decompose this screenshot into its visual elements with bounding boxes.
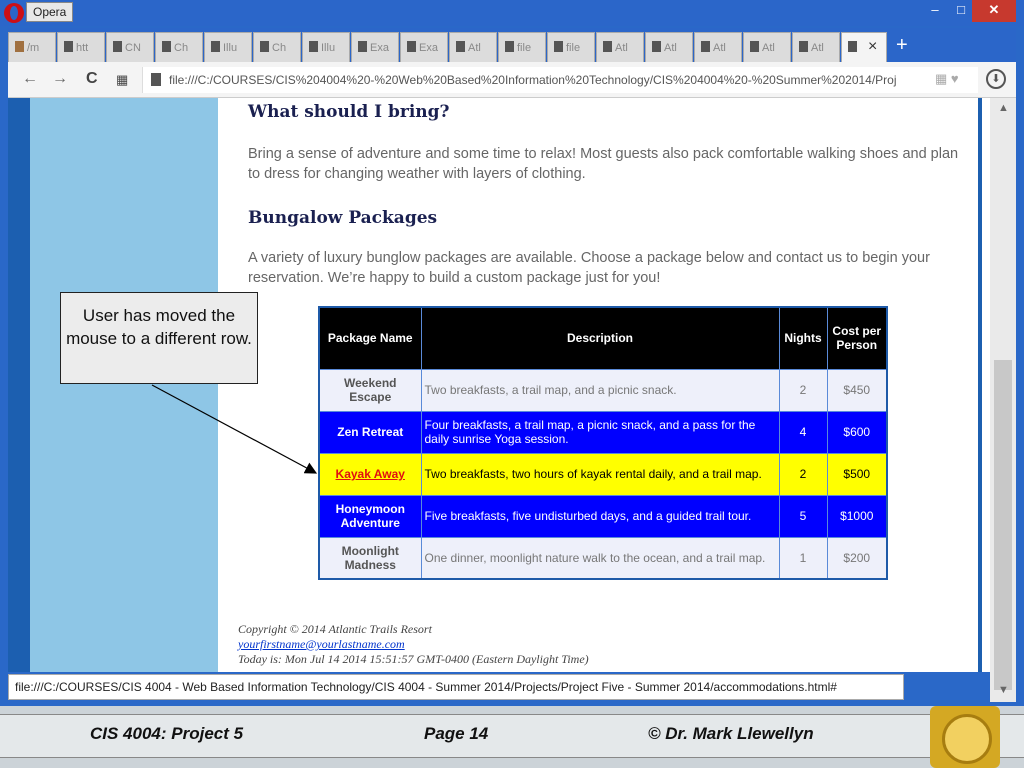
url-text[interactable]: file:///C:/COURSES/CIS%204004%20-%20Web%20Based%20Information%20Technology/CIS%204004%20-%20Summer%202014/Proj: [169, 73, 897, 87]
package-name-link[interactable]: [319, 453, 421, 495]
tab[interactable]: [743, 32, 791, 62]
tab[interactable]: [302, 32, 350, 62]
vertical-scrollbar[interactable]: [990, 98, 1016, 702]
date-text: Today is: Mon Jul 14 2014 15:51:57 GMT-0400 (Eastern Daylight Time): [238, 652, 589, 666]
page-icon: [750, 41, 759, 52]
header-description: Description: [421, 307, 779, 369]
table-row[interactable]: [319, 495, 887, 537]
page-icon: [211, 41, 220, 52]
heading-bungalow-packages: Bungalow Packages: [248, 208, 438, 228]
scroll-down-icon[interactable]: ▼: [998, 684, 1009, 696]
table-row[interactable]: [319, 537, 887, 579]
header-cost: Cost per Person: [827, 307, 887, 369]
left-border: [8, 98, 30, 672]
new-tab-button[interactable]: +: [896, 34, 908, 56]
tab[interactable]: [204, 32, 252, 62]
page-icon: [151, 73, 161, 86]
tab-label: Ch: [174, 42, 189, 54]
package-nights: 4: [779, 411, 827, 453]
copyright-text: Copyright © 2014 Atlantic Trails Resort: [238, 622, 432, 636]
status-bar-url: file:///C:/COURSES/CIS 4004 - Web Based Information Technology/CIS 4004 - Summer 2014/Projects/Project Five - Summer 2014/accommodations.html#: [8, 674, 904, 700]
header-nights: Nights: [779, 307, 827, 369]
maximize-button[interactable]: □: [957, 2, 965, 17]
scroll-thumb[interactable]: [994, 360, 1012, 690]
download-icon[interactable]: ⬇: [986, 69, 1006, 89]
page-icon: [799, 41, 808, 52]
package-name: Zen Retreat: [319, 411, 421, 453]
tab[interactable]: [400, 32, 448, 62]
tab[interactable]: [547, 32, 595, 62]
address-toolbar: [8, 62, 1016, 98]
package-cost: $450: [827, 369, 887, 411]
page-icon: [309, 41, 318, 52]
address-bar[interactable]: [142, 67, 978, 93]
email-link[interactable]: yourfirstname@yourlastname.com: [238, 637, 405, 651]
package-description: Five breakfasts, five undisturbed days, and a guided trail tour.: [421, 495, 779, 537]
university-logo-icon: [930, 706, 1000, 768]
page-icon: [162, 41, 171, 52]
package-nights: 1: [779, 537, 827, 579]
page-icon: [113, 41, 122, 52]
page-icon: [64, 41, 73, 52]
table-row-hovered[interactable]: [319, 453, 887, 495]
tab-label: Exa: [419, 42, 438, 54]
tab-label: CN: [125, 42, 141, 54]
tab[interactable]: [155, 32, 203, 62]
paragraph-packages: A variety of luxury bunglow packages are available. Choose a package below and contact us to begin your reservation. We’re happy to build a custom package just for you!: [248, 250, 930, 286]
tab-active[interactable]: [841, 32, 887, 62]
table-header-row: [319, 307, 887, 369]
tab[interactable]: [253, 32, 301, 62]
tab[interactable]: [694, 32, 742, 62]
package-cost: $200: [827, 537, 887, 579]
package-cost: $500: [827, 453, 887, 495]
package-link[interactable]: Kayak Away: [335, 467, 405, 481]
page-icon: [603, 41, 612, 52]
minimize-button[interactable]: ‒: [931, 2, 939, 17]
tab[interactable]: [8, 32, 56, 62]
page-icon: [358, 41, 367, 52]
annotation-callout: User has moved the mouse to a different row.: [60, 292, 258, 384]
tab-label: Exa: [370, 42, 389, 54]
page-icon: [554, 41, 563, 52]
tab-strip: [8, 28, 1016, 62]
package-description: Four breakfasts, a trail map, a picnic snack, and a pass for the daily sunrise Yoga session.: [421, 411, 779, 453]
package-nights: 5: [779, 495, 827, 537]
tab-label: Atl: [615, 42, 628, 54]
tab[interactable]: [57, 32, 105, 62]
close-tab-icon[interactable]: ×: [868, 38, 878, 55]
package-cost: $1000: [827, 495, 887, 537]
scroll-up-icon[interactable]: ▲: [998, 102, 1009, 114]
package-cost: $600: [827, 411, 887, 453]
page-icon: [407, 41, 416, 52]
author-label: © Dr. Mark Llewellyn: [648, 724, 814, 743]
page-icon: [652, 41, 661, 52]
page-number: Page 14: [424, 724, 489, 743]
slide-footer: [0, 706, 1024, 768]
right-border: [978, 98, 982, 672]
tab[interactable]: [596, 32, 644, 62]
table-row[interactable]: [319, 369, 887, 411]
tab-label: Ch: [272, 42, 287, 54]
packages-table: [318, 306, 888, 580]
forward-arrow-icon[interactable]: →: [52, 70, 68, 87]
heading-what-to-bring: What should I bring?: [248, 102, 450, 122]
package-nights: 2: [779, 453, 827, 495]
tab[interactable]: [645, 32, 693, 62]
tab-label: Atl: [762, 42, 775, 54]
bookmark-heart-icon[interactable]: ▦ ♥: [935, 71, 959, 86]
tab-label: Atl: [664, 42, 677, 54]
speed-dial-icon[interactable]: ▦: [116, 72, 129, 87]
tab-label: file: [517, 42, 532, 54]
tab[interactable]: [792, 32, 840, 62]
back-arrow-icon[interactable]: ←: [22, 70, 38, 87]
package-description: One dinner, moonlight nature walk to the ocean, and a trail map.: [421, 537, 779, 579]
page-icon: [456, 41, 465, 52]
package-name: Moonlight Madness: [319, 537, 421, 579]
tab-label: Atl: [713, 42, 726, 54]
tab-label: Illu: [223, 42, 238, 54]
package-nights: 2: [779, 369, 827, 411]
page-icon: [701, 41, 710, 52]
tab-label: Atl: [468, 42, 481, 54]
tab-label: Illu: [321, 42, 336, 54]
package-name: Honeymoon Adventure: [319, 495, 421, 537]
page-viewport: [8, 98, 998, 672]
table-row[interactable]: [319, 411, 887, 453]
tab[interactable]: [498, 32, 546, 62]
tab-label: Atl: [811, 42, 824, 54]
page-sidebar: [30, 98, 218, 672]
tab-label: htt: [76, 42, 89, 54]
title-bar: [0, 0, 1024, 26]
opera-logo-icon: [4, 3, 24, 23]
header-package-name: Package Name: [319, 307, 421, 369]
package-description: Two breakfasts, a trail map, and a picnic snack.: [421, 369, 779, 411]
page-icon: [848, 41, 857, 52]
page-body: [218, 98, 978, 672]
page-footer: [238, 622, 589, 667]
tab-label: /m: [27, 42, 40, 54]
course-label: CIS 4004: Project 5: [90, 724, 244, 743]
app-menu-button[interactable]: Opera: [26, 2, 73, 22]
page-icon: [15, 41, 24, 52]
package-description: Two breakfasts, two hours of kayak rental daily, and a trail map.: [421, 453, 779, 495]
tab[interactable]: [449, 32, 497, 62]
tab-label: file: [566, 42, 581, 54]
tab[interactable]: [106, 32, 154, 62]
paragraph-what-to-bring: Bring a sense of adventure and some time to relax! Most guests also pack comfortable walking shoes and plan to dress for changing weather with layers of clothing.: [248, 146, 959, 182]
close-window-button[interactable]: ✕: [972, 0, 1016, 22]
package-name: Weekend Escape: [319, 369, 421, 411]
page-icon: [505, 41, 514, 52]
tab[interactable]: [351, 32, 399, 62]
reload-icon[interactable]: C: [86, 70, 98, 87]
page-icon: [260, 41, 269, 52]
